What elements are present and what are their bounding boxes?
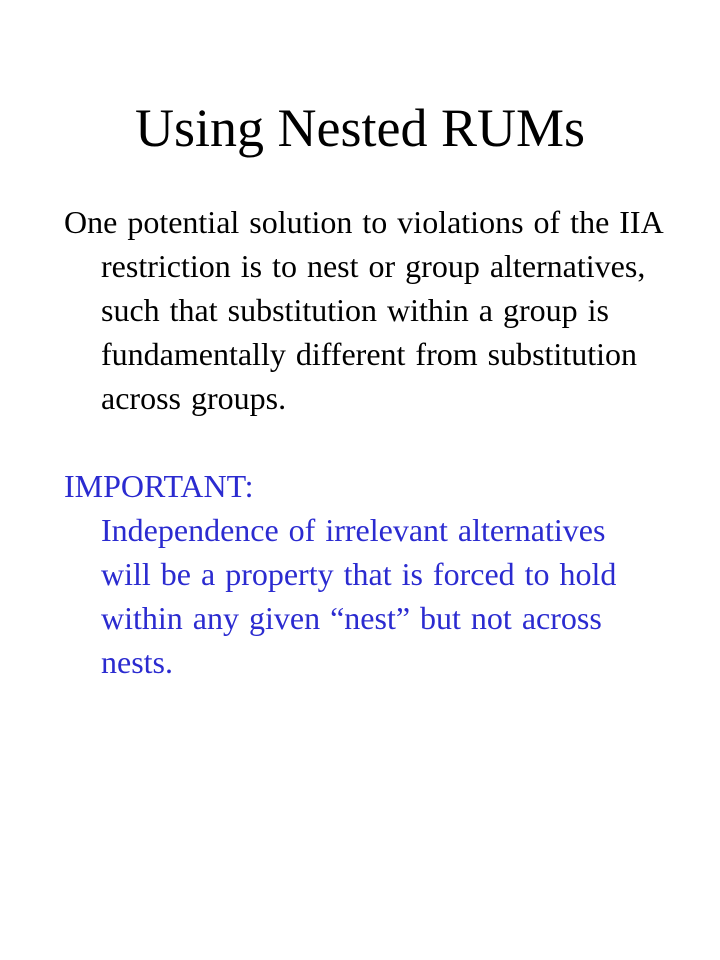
slide-title: Using Nested RUMs <box>134 98 585 158</box>
important-label: IMPORTANT: <box>64 468 254 504</box>
important-text: Independence of irrelevant alternatives will be a property that is forced to hold within any given “nest” but not across nests. <box>101 512 617 680</box>
paragraph-spacer <box>64 420 664 464</box>
slide-body <box>64 200 664 684</box>
main-paragraph: One potential solution to violations of the IIA restriction is to nest or group alternatives, such that substitution within a group is fundamentally different from substitution across groups. <box>64 204 662 416</box>
